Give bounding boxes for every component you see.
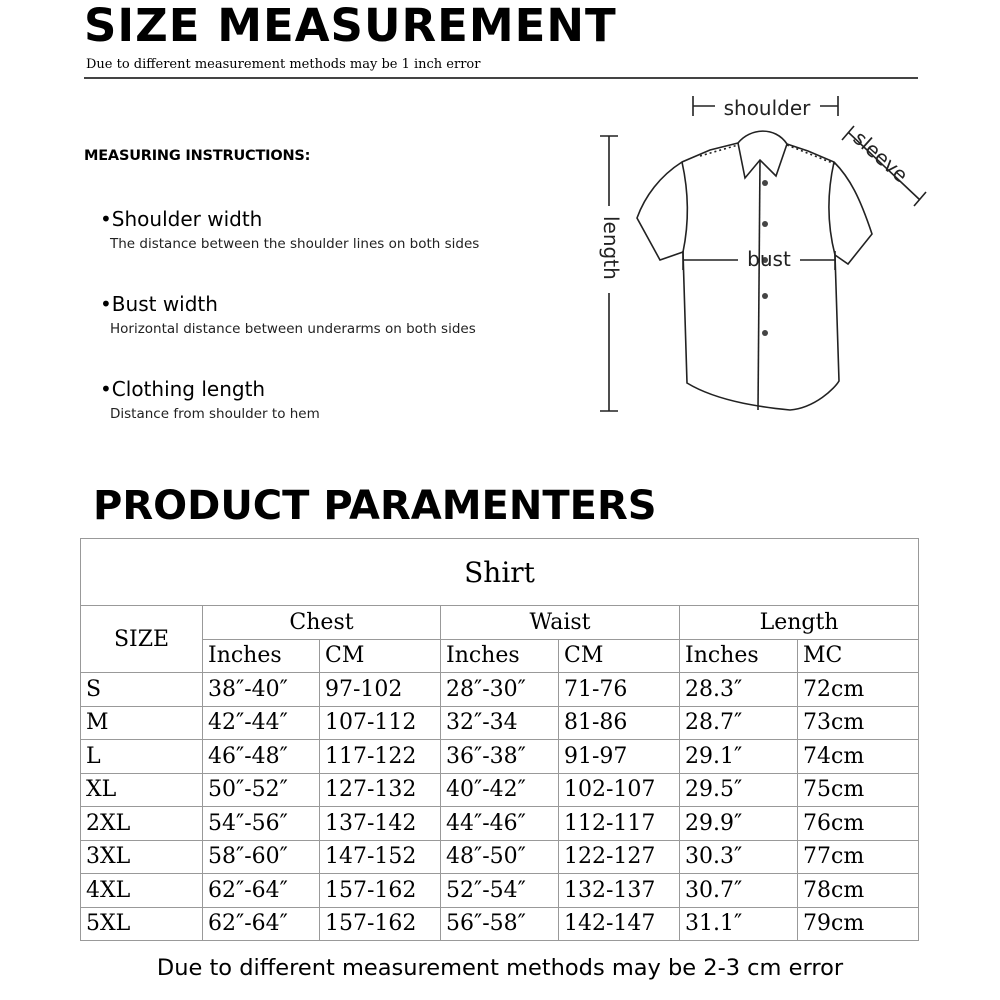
- table-cell: 44″-46″: [441, 807, 559, 841]
- table-cell: 97-102: [320, 673, 441, 707]
- measurement-note: Due to different measurement methods may be 1 inch error: [86, 57, 481, 72]
- size-cell: S: [81, 673, 203, 707]
- table-row: [81, 706, 919, 740]
- table-cell: 40″-42″: [441, 773, 559, 807]
- table-row: [81, 807, 919, 841]
- table-cell: 28.7″: [680, 706, 798, 740]
- table-cell: 62″-64″: [203, 874, 320, 908]
- instruction-length-title: •Clothing length: [100, 377, 266, 401]
- table-cell: 46″-48″: [203, 740, 320, 774]
- table-title: Shirt: [81, 539, 919, 606]
- table-cell: 62″-64″: [203, 907, 320, 941]
- table-cell: 78cm: [798, 874, 919, 908]
- table-cell: 36″-38″: [441, 740, 559, 774]
- table-cell: 29.5″: [680, 773, 798, 807]
- table-cell: 28.3″: [680, 673, 798, 707]
- table-row: [81, 740, 919, 774]
- table-cell: 137-142: [320, 807, 441, 841]
- footer-note: Due to different measurement methods may be 2-3 cm error: [156, 955, 844, 981]
- waist-header: Waist: [441, 606, 680, 640]
- shoulder-label: shoulder: [723, 96, 811, 120]
- table-cell: 77cm: [798, 840, 919, 874]
- table-cell: 73cm: [798, 706, 919, 740]
- size-cell: M: [81, 706, 203, 740]
- table-cell: 71-76: [559, 673, 680, 707]
- table-row: [81, 840, 919, 874]
- table-cell: 50″-52″: [203, 773, 320, 807]
- size-cell: 4XL: [81, 874, 203, 908]
- size-header: SIZE: [81, 606, 203, 673]
- table-cell: 42″-44″: [203, 706, 320, 740]
- table-cell: 81-86: [559, 706, 680, 740]
- table-cell: 147-152: [320, 840, 441, 874]
- table-cell: 76cm: [798, 807, 919, 841]
- table-cell: 79cm: [798, 907, 919, 941]
- instruction-shoulder-title: •Shoulder width: [100, 207, 263, 231]
- table-row: [81, 673, 919, 707]
- table-cell: 56″-58″: [441, 907, 559, 941]
- table-row: [81, 874, 919, 908]
- size-cell: XL: [81, 773, 203, 807]
- table-cell: 38″-40″: [203, 673, 320, 707]
- table-cell: 75cm: [798, 773, 919, 807]
- table-cell: 157-162: [320, 874, 441, 908]
- unit-header: CM: [320, 639, 441, 673]
- shirt-diagram: [590, 88, 930, 428]
- instruction-length-desc: Distance from shoulder to hem: [110, 406, 320, 422]
- table-cell: 29.1″: [680, 740, 798, 774]
- table-row: [81, 773, 919, 807]
- bust-label: bust: [747, 247, 791, 271]
- unit-header: Inches: [441, 639, 559, 673]
- table-row: [81, 907, 919, 941]
- length-label: length: [599, 216, 623, 280]
- table-cell: 29.9″: [680, 807, 798, 841]
- table-cell: 142-147: [559, 907, 680, 941]
- table-title-row: [81, 539, 919, 606]
- unit-header: Inches: [203, 639, 320, 673]
- table-cell: 91-97: [559, 740, 680, 774]
- table-cell: 31.1″: [680, 907, 798, 941]
- instruction-shoulder-desc: The distance between the shoulder lines on both sides: [110, 236, 480, 252]
- header-divider: [84, 77, 918, 79]
- table-cell: 52″-54″: [441, 874, 559, 908]
- chest-header: Chest: [203, 606, 441, 640]
- table-cell: 157-162: [320, 907, 441, 941]
- table-cell: 54″-56″: [203, 807, 320, 841]
- table-cell: 107-112: [320, 706, 441, 740]
- unit-header: CM: [559, 639, 680, 673]
- table-cell: 48″-50″: [441, 840, 559, 874]
- table-cell: 127-132: [320, 773, 441, 807]
- size-cell: 2XL: [81, 807, 203, 841]
- table-cell: 72cm: [798, 673, 919, 707]
- size-cell: L: [81, 740, 203, 774]
- table-cell: 112-117: [559, 807, 680, 841]
- size-cell: 5XL: [81, 907, 203, 941]
- length-header: Length: [680, 606, 919, 640]
- table-cell: 58″-60″: [203, 840, 320, 874]
- sleeve-label: sleeve: [848, 125, 913, 188]
- size-cell: 3XL: [81, 840, 203, 874]
- instruction-bust-desc: Horizontal distance between underarms on both sides: [110, 321, 476, 337]
- table-cell: 132-137: [559, 874, 680, 908]
- table-cell: 28″-30″: [441, 673, 559, 707]
- table-cell: 30.7″: [680, 874, 798, 908]
- instruction-bust-title: •Bust width: [100, 292, 218, 316]
- table-cell: 117-122: [320, 740, 441, 774]
- table-cell: 122-127: [559, 840, 680, 874]
- table-cell: 102-107: [559, 773, 680, 807]
- table-cell: 32″-34: [441, 706, 559, 740]
- product-parameters-heading: PRODUCT PARAMENTERS: [93, 483, 657, 529]
- group-header-row: [81, 606, 919, 640]
- unit-header: Inches: [680, 639, 798, 673]
- size-table: [80, 538, 919, 941]
- page-title: SIZE MEASUREMENT: [84, 0, 617, 52]
- table-cell: 74cm: [798, 740, 919, 774]
- instructions-heading: MEASURING INSTRUCTIONS:: [84, 148, 311, 164]
- table-cell: 30.3″: [680, 840, 798, 874]
- unit-header-row: [81, 639, 919, 673]
- unit-header: MC: [798, 639, 919, 673]
